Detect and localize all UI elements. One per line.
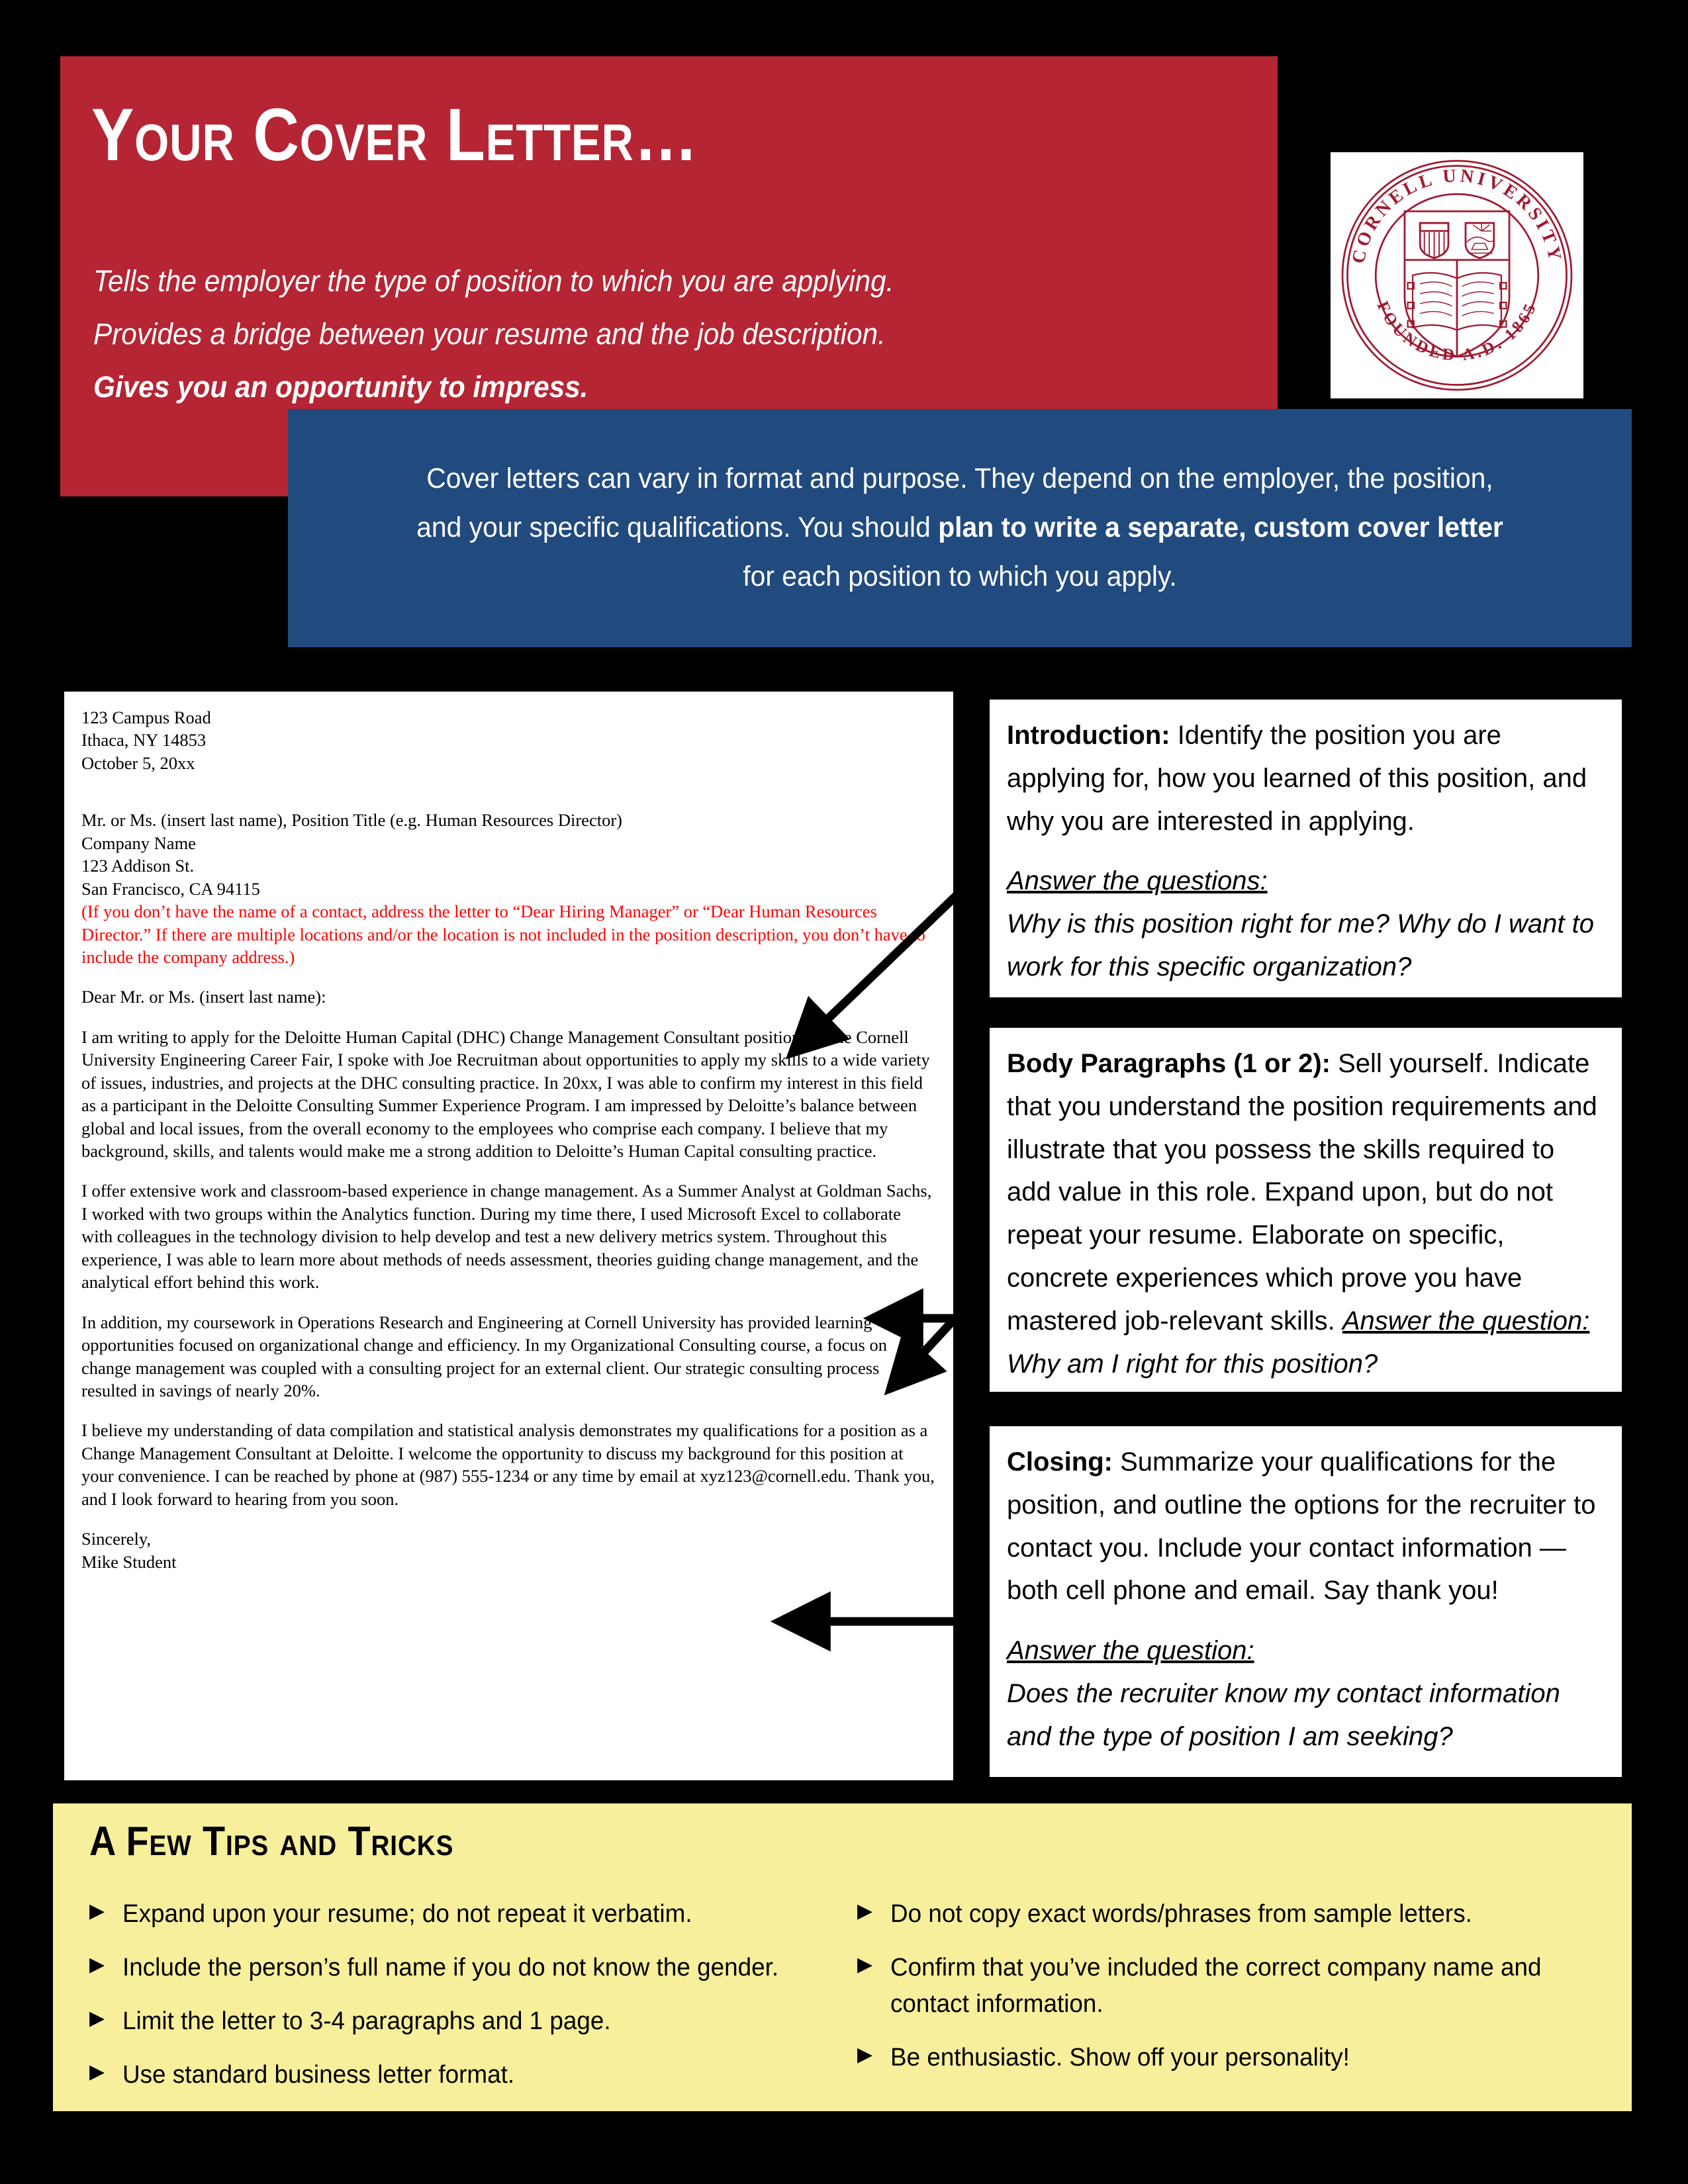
letter-paragraph-4: I believe my understanding of data compilation and statistical analysis demonstrates my qualifications for a position as a Change Management Consultant at Deloitte. I welcome the opportunity to discuss my background for this position at your convenience. I can be reached by phone at (987) 555-1234 or any time by email at xyz123@cornell.edu. Thank you, and I look forward to hearing from you soon.: [81, 1420, 935, 1509]
return-address-line-3: October 5, 20xx: [81, 752, 195, 773]
tip-text: Do not copy exact words/phrases from sample letters.: [890, 1900, 1472, 1928]
note-body-answer-body: Why am I right for this position?: [1007, 1349, 1378, 1379]
tip-text: Expand upon your resume; do not repeat it verbatim.: [122, 1900, 692, 1928]
tip-item: [89, 2003, 831, 2040]
note-closing-answer-label: Answer the question:: [1007, 1636, 1254, 1666]
tip-item: [89, 1950, 831, 1986]
tip-item: [857, 1896, 1599, 1933]
tips-panel: [53, 1803, 1632, 2111]
recipient-line-2: Company Name: [81, 833, 196, 853]
recipient-line-3: 123 Addison St.: [81, 856, 195, 876]
tip-text: Confirm that you’ve included the correct company name and contact information.: [890, 1954, 1542, 2019]
header-bullet-1: Tells the employer the type of position to which you are applying.: [93, 264, 894, 298]
note-closing: [986, 1423, 1625, 1780]
letter-salutation: Dear Mr. or Ms. (insert last name):: [81, 987, 326, 1007]
letter-paragraph-3: In addition, my coursework in Operations Research and Engineering at Cornell University has provided learning opportunities focused on organizational change and efficiency. In my Organizational Consulting course, a focus on change management was coupled with a consulting project for an external client. Our strategic consulting process resulted in savings of nearly 20%.: [81, 1312, 887, 1400]
callout-text-part-1: Cover letters can vary in format and purpose. They depend on the employer, the position, and your specific qualifications. You should: [416, 463, 1493, 544]
note-body-paragraph: [1007, 1042, 1605, 1385]
return-address-line-2: Ithaca, NY 14853: [81, 730, 207, 751]
letter-signature-name: Mike Student: [81, 1551, 177, 1572]
sample-cover-letter: [64, 692, 953, 1780]
note-closing-paragraph: [1007, 1441, 1605, 1612]
tip-item: [89, 1896, 831, 1933]
note-introduction-answer-body: Why is this position right for me? Why do I want to work for this specific organization?: [1007, 909, 1595, 981]
header-bullet-3: Gives you an opportunity to impress.: [93, 370, 588, 404]
recipient-line-1: Mr. or Ms. (insert last name), Position Title (e.g. Human Resources Director): [81, 810, 622, 831]
note-introduction-answer-label: Answer the questions:: [1007, 866, 1268, 896]
letter-red-annotation: (If you don’t have the name of a contact, address the letter to “Dear Hiring Manager” or “Dear Human Resources Director.” If there are multiple locations and/or the location is not included in the position description, you don’t have to include the company address.): [81, 901, 925, 967]
callout-banner: [288, 409, 1632, 647]
note-introduction: [986, 696, 1625, 1001]
return-address-line-1: 123 Campus Road: [81, 707, 211, 727]
cornell-seal-icon: [1331, 152, 1583, 398]
tip-text: Be enthusiastic. Show off your personality!: [890, 2044, 1350, 2072]
tip-text: Limit the letter to 3-4 paragraphs and 1 page.: [122, 2007, 611, 2036]
tips-column-right: [857, 1896, 1599, 2111]
letter-closing-word: Sincerely,: [81, 1529, 151, 1549]
letter-paragraph-2: I offer extensive work and classroom-based experience in change management. As a Summer Analyst at Goldman Sachs, I worked with two groups within the Analytics function. During my time there, I used Microsoft Excel to collaborate with colleagues in the technology division to help develop and test a new delivery metrics system. Throughout this experience, I was able to learn more about methods of needs assessment, theories guiding change management, and the analytical effort behind this work.: [81, 1181, 932, 1293]
bullet-arrow-icon: ▶: [857, 1900, 873, 1922]
tips-title: A Few Tips and Tricks: [89, 1819, 454, 1864]
note-introduction-paragraph: [1007, 714, 1605, 842]
bullet-arrow-icon: ▶: [857, 2044, 873, 2066]
callout-text: [406, 455, 1513, 602]
tip-text: Use standard business letter format.: [122, 2061, 515, 2089]
header-bullet-list: [93, 255, 1239, 414]
note-body-paragraphs: [986, 1024, 1625, 1395]
note-closing-body: Summarize your qualifications for the position, and outline the options for the recruiter to contact you. Include your contact information — both cell phone and email. Say thank you!: [1007, 1447, 1596, 1606]
bullet-arrow-icon: ▶: [89, 2007, 105, 2030]
bullet-arrow-icon: ▶: [89, 1954, 105, 1976]
bullet-arrow-icon: ▶: [89, 1900, 105, 1922]
tips-columns: [89, 1896, 1605, 2111]
note-body-label: Body Paragraphs (1 or 2):: [1007, 1049, 1331, 1078]
note-introduction-body: Identify the position you are applying for, how you learned of this position, and why you are interested in applying.: [1007, 721, 1587, 836]
tip-item: [89, 2057, 831, 2093]
tip-item: [857, 2040, 1599, 2076]
page-title: Your Cover Letter…: [91, 93, 699, 176]
callout-text-bold: plan to write a separate, custom cover letter: [938, 512, 1503, 544]
note-body-answer-label: Answer the question:: [1342, 1306, 1590, 1336]
bullet-arrow-icon: ▶: [857, 1954, 873, 1976]
tip-item: [857, 1950, 1599, 2023]
svg-text:CORNELL UNIVERSITY: CORNELL UNIVERSITY: [1348, 165, 1566, 265]
cornell-seal-logo: [1331, 152, 1583, 398]
svg-text:FOUNDED A.D. 1865: FOUNDED A.D. 1865: [1373, 298, 1541, 365]
header-bullet-2: Provides a bridge between your resume and the job description.: [93, 317, 886, 351]
note-closing-answer-body: Does the recruiter know my contact information and the type of position I am seeking?: [1007, 1678, 1560, 1751]
note-closing-label: Closing:: [1007, 1447, 1113, 1477]
tip-text: Include the person’s full name if you do not know the gender.: [122, 1954, 779, 1982]
callout-text-part-2: for each position to which you apply.: [743, 560, 1177, 592]
recipient-line-4: San Francisco, CA 94115: [81, 878, 260, 899]
bullet-arrow-icon: ▶: [89, 2061, 105, 2083]
letter-paragraph-1: I am writing to apply for the Deloitte Human Capital (DHC) Change Management Consultant position. At the Cornell University Engineering Career Fair, I spoke with Joe Recruitman about opportunities to apply my skills to a wide variety of issues, industries, and projects at the DHC consulting practice. In 20xx, I was able to confirm my interest in this field as a participant in the Deloitte Consulting Summer Experience Program. I am impressed by Deloitte’s balance between global and local issues, from the overall economy to the employees who comprise each company. I believe that my background, skills, and talents would make me a strong addition to Deloitte’s Human Capital consulting practice.: [81, 1026, 930, 1161]
tips-column-left: [89, 1896, 831, 2111]
note-introduction-label: Introduction:: [1007, 721, 1170, 750]
note-body-body: Sell yourself. Indicate that you understand the position requirements and illustrate that you possess the skills required to add value in this role. Expand upon, but do not repeat your resume. Elaborate on specific, concrete experiences which prove you have mastered job-relevant skills.: [1007, 1049, 1597, 1336]
